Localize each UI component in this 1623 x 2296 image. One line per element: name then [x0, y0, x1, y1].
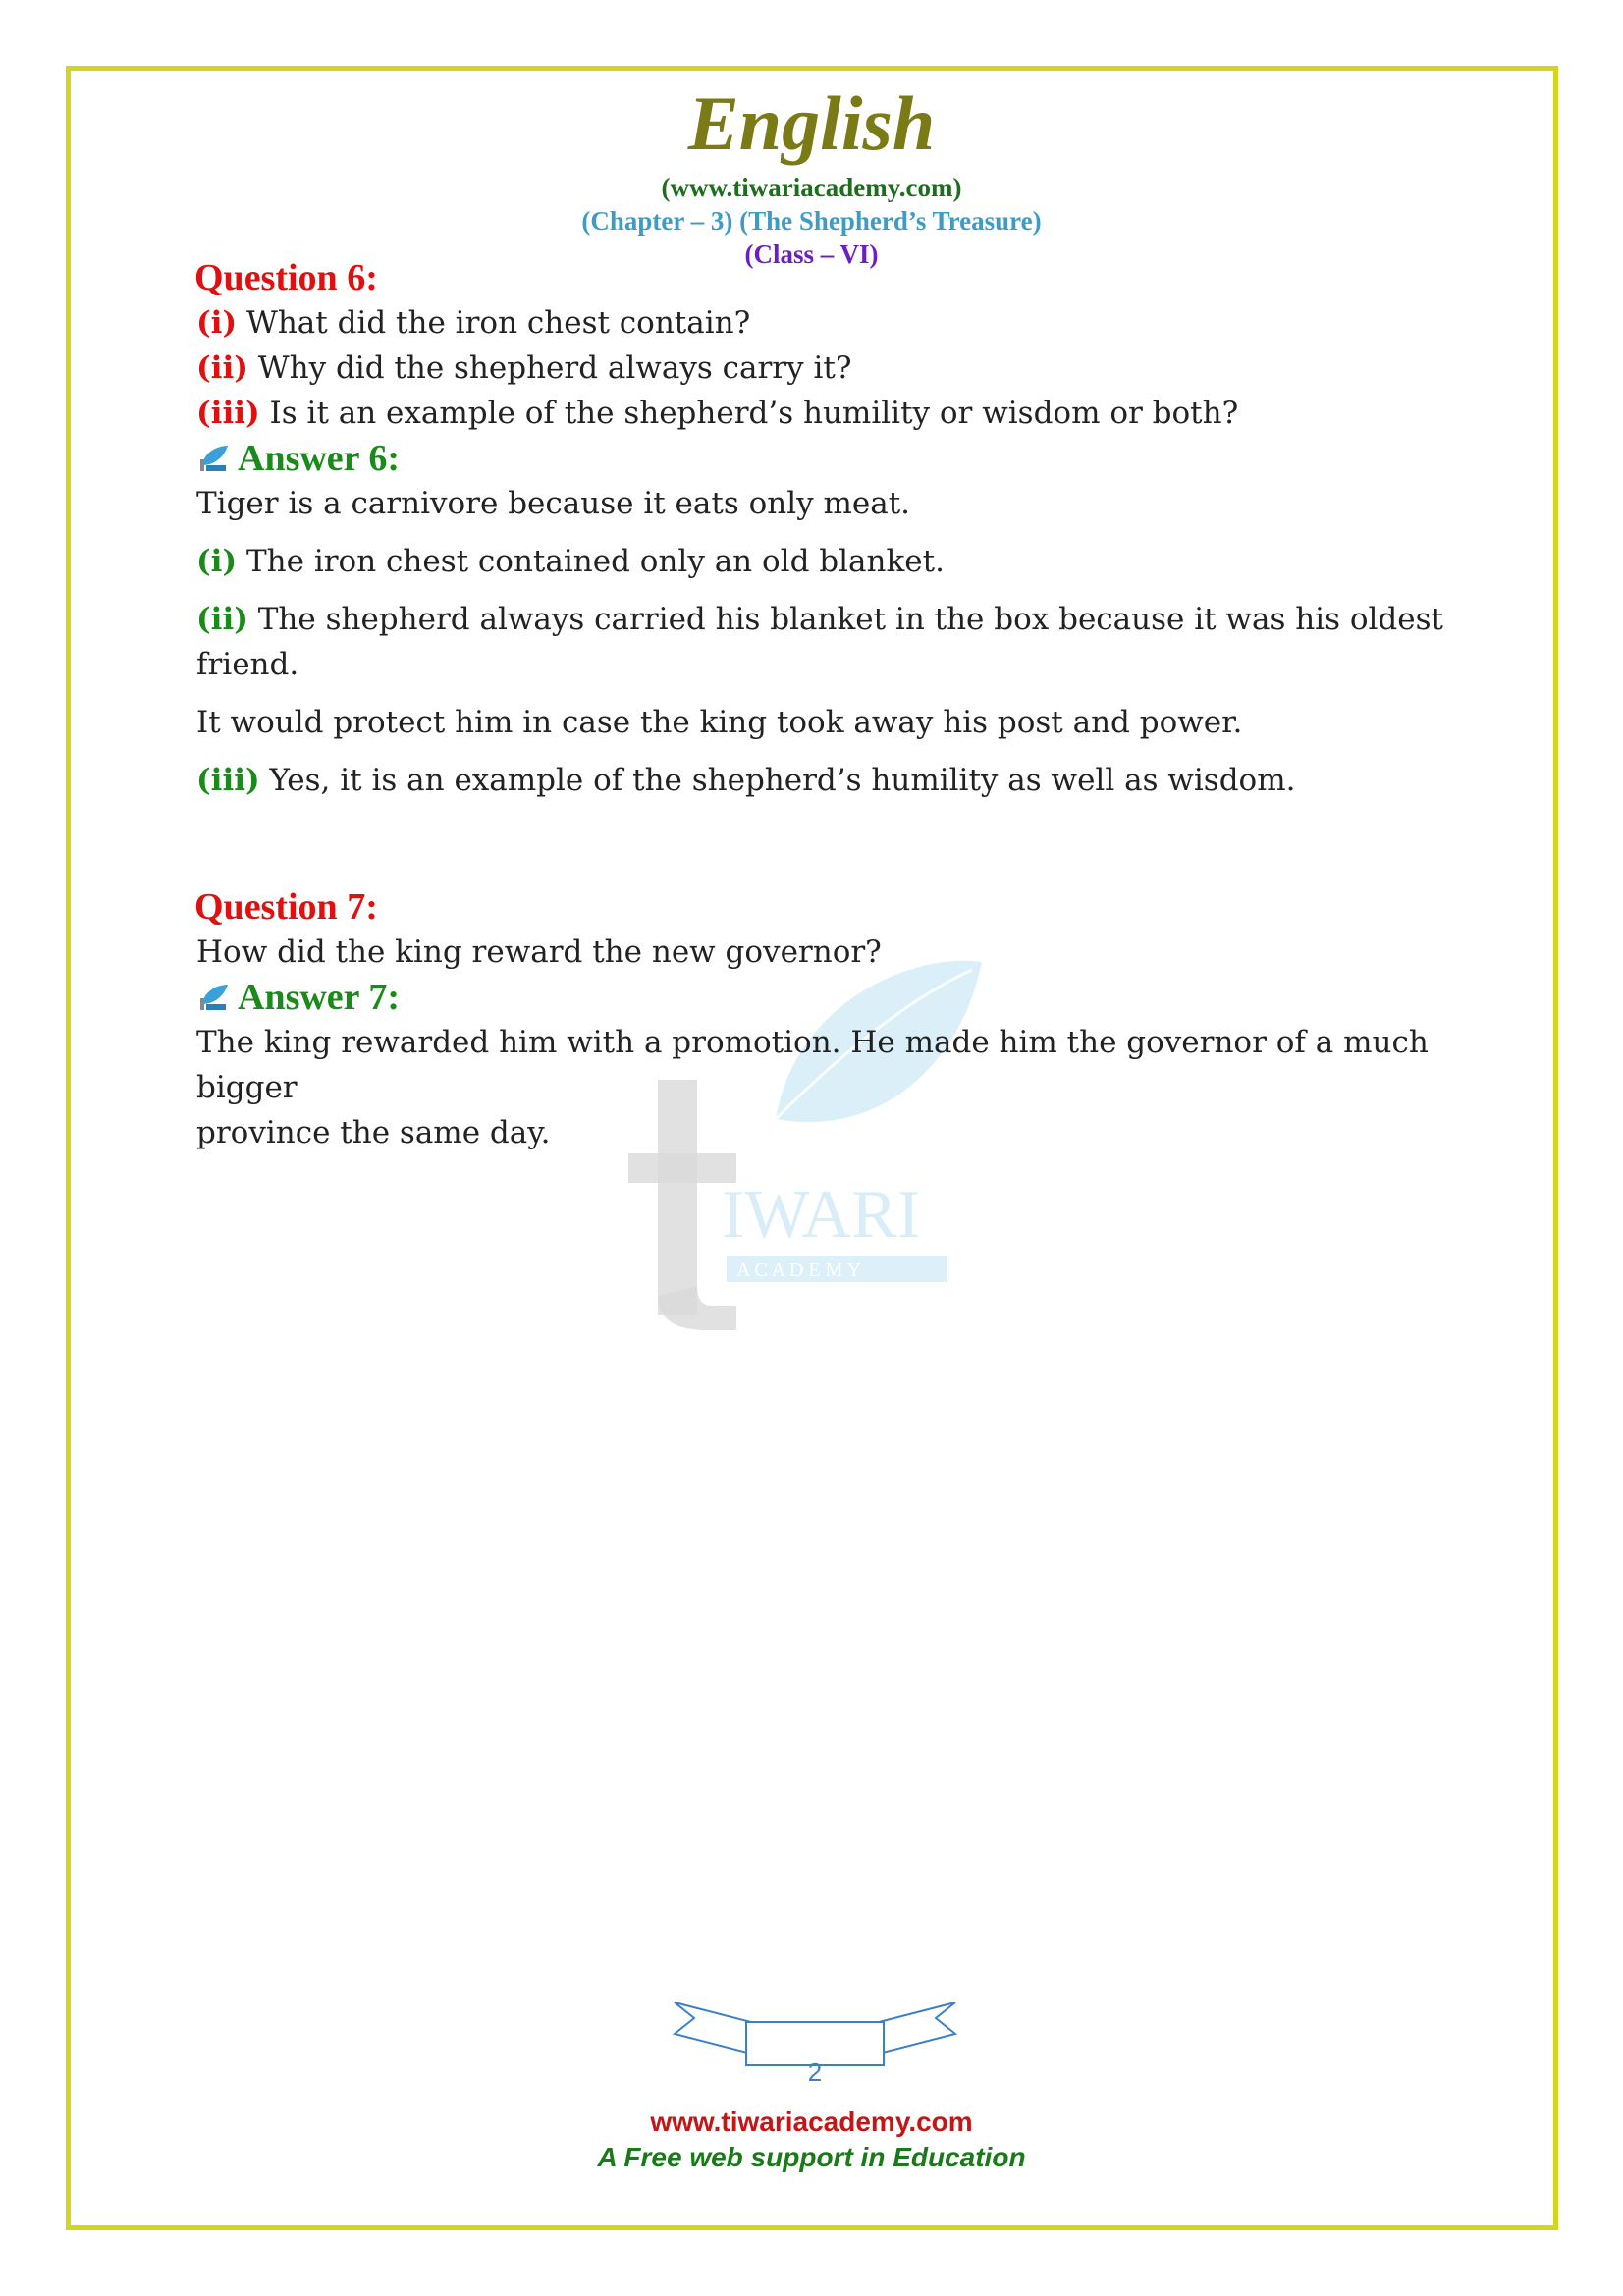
page-number: 2 — [807, 2057, 823, 2087]
header-url: (www.tiwariacademy.com) — [661, 173, 962, 202]
item-text: Yes, it is an example of the shepherd’s humility as well as wisdom. — [259, 763, 1296, 798]
header-chapter: (Chapter – 3) (The Shepherd’s Treasure) — [581, 206, 1042, 236]
answer-6-heading — [196, 436, 1473, 481]
answer-7-label: Answer 7: — [238, 977, 401, 1018]
item-mark: (iii) — [196, 396, 260, 431]
footer-tagline: A Free web support in Education — [597, 2142, 1026, 2172]
item-text: Is it an example of the shepherd’s humility or wisdom or both? — [259, 396, 1239, 431]
answer-6-item — [196, 700, 1473, 745]
item-text: The iron chest contained only an old blanket. — [237, 544, 945, 579]
question-6-item — [196, 300, 1473, 346]
answer-6-item — [196, 758, 1473, 803]
item-mark: (ii) — [196, 350, 248, 386]
item-mark: (iii) — [196, 763, 260, 798]
answer-6-label: Answer 6: — [238, 438, 401, 479]
answer-7-heading — [196, 975, 1473, 1020]
question-7-text: How did the king reward the new governor? — [196, 934, 882, 970]
section-gap — [196, 816, 1473, 884]
answer-7-line: province the same day. — [196, 1115, 551, 1150]
tiwari-leaf-icon — [196, 444, 230, 473]
watermark-sub: A C A D E M Y — [736, 1259, 862, 1281]
answer-7-line: The king rewarded him with a promotion. He made him the governor of a much bigger — [196, 1025, 1429, 1105]
tiwari-leaf-icon — [196, 983, 230, 1012]
item-text: The shepherd always carried his blanket in the box because it was his oldest friend. — [196, 602, 1443, 682]
item-mark: (ii) — [196, 602, 248, 637]
page-title: English — [687, 80, 936, 166]
question-6-heading: Question 6: — [194, 257, 378, 298]
question-7-heading: Question 7: — [194, 886, 378, 928]
answer-6-item — [196, 539, 1473, 584]
header-class: (Class – VI) — [744, 240, 879, 269]
question-6-item — [196, 391, 1473, 436]
item-text: Why did the shepherd always carry it? — [247, 350, 852, 386]
item-text: It would protect him in case the king took away his post and power. — [196, 705, 1243, 740]
watermark-word: IWARI — [722, 1177, 921, 1253]
answer-6-item — [196, 597, 1473, 687]
item-mark: (i) — [196, 544, 238, 579]
answer-6-intro: Tiger is a carnivore because it eats only meat. — [196, 486, 911, 521]
content — [196, 255, 1473, 1155]
question-6-item — [196, 346, 1473, 391]
header — [0, 77, 1623, 271]
footer-url-link[interactable]: www.tiwariacademy.com — [650, 2107, 973, 2137]
item-mark: (i) — [196, 305, 238, 341]
item-text: What did the iron chest contain? — [237, 305, 751, 341]
